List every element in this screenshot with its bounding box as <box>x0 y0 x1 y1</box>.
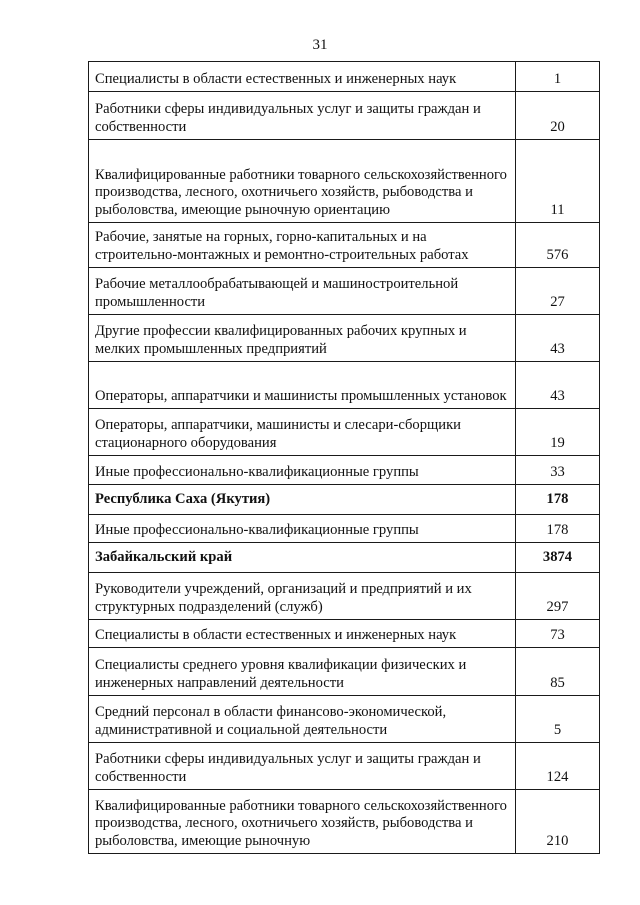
table-row <box>89 92 600 140</box>
occupation-name: Работники сферы индивидуальных услуг и защиты граждан и собственности <box>89 92 516 140</box>
occupation-name: Другие профессии квалифицированных рабочих крупных и мелких промышленных предприятий <box>89 315 516 362</box>
occupation-count: 124 <box>516 743 600 790</box>
occupation-table-body <box>89 62 600 854</box>
occupation-name: Руководители учреждений, организаций и предприятий и их структурных подразделений (служб) <box>89 573 516 620</box>
occupation-count: 43 <box>516 315 600 362</box>
table-row <box>89 62 600 92</box>
table-row <box>89 409 600 456</box>
occupation-name: Иные профессионально-квалификационные группы <box>89 515 516 543</box>
table-row <box>89 573 600 620</box>
occupation-count: 210 <box>516 790 600 854</box>
table-row <box>89 223 600 268</box>
occupation-name: Рабочие, занятые на горных, горно-капитальных и на строительно-монтажных и ремонтно-строительных работах <box>89 223 516 268</box>
occupation-name: Квалифицированные работники товарного сельскохозяйственного производства, лесного, охотничьего хозяйств, рыбоводства и рыболовства, имеющие рыночную ориентацию <box>89 140 516 223</box>
table-row <box>89 696 600 743</box>
region-name: Забайкальский край <box>89 543 516 573</box>
occupation-name: Работники сферы индивидуальных услуг и защиты граждан и собственности <box>89 743 516 790</box>
occupation-name: Квалифицированные работники товарного сельскохозяйственного производства, лесного, охотничьего хозяйств, рыбоводства и рыболовства, имеющие рыночную <box>89 790 516 854</box>
occupation-count: 576 <box>516 223 600 268</box>
occupation-count: 5 <box>516 696 600 743</box>
occupation-name: Специалисты среднего уровня квалификации физических и инженерных направлений деятельности <box>89 648 516 696</box>
occupation-count: 73 <box>516 620 600 648</box>
table-row <box>89 620 600 648</box>
region-total: 3874 <box>516 543 600 573</box>
occupation-count: 1 <box>516 62 600 92</box>
occupation-count: 11 <box>516 140 600 223</box>
region-name: Республика Саха (Якутия) <box>89 485 516 515</box>
occupation-count: 297 <box>516 573 600 620</box>
table-row <box>89 456 600 485</box>
table-row <box>89 140 600 223</box>
occupation-count: 43 <box>516 362 600 409</box>
occupation-name: Средний персонал в области финансово-экономической, административной и социальной деятельности <box>89 696 516 743</box>
region-row <box>89 485 600 515</box>
occupation-count: 20 <box>516 92 600 140</box>
table-row <box>89 362 600 409</box>
table-row <box>89 268 600 315</box>
occupation-name: Специалисты в области естественных и инженерных наук <box>89 62 516 92</box>
region-row <box>89 543 600 573</box>
occupation-name: Рабочие металлообрабатывающей и машиностроительной промышленности <box>89 268 516 315</box>
occupation-count: 85 <box>516 648 600 696</box>
occupation-count: 27 <box>516 268 600 315</box>
occupation-count: 178 <box>516 515 600 543</box>
occupation-name: Операторы, аппаратчики и машинисты промышленных установок <box>89 362 516 409</box>
occupation-count: 33 <box>516 456 600 485</box>
occupation-name: Специалисты в области естественных и инженерных наук <box>89 620 516 648</box>
table-row <box>89 315 600 362</box>
page-number: 31 <box>312 37 328 53</box>
table-row <box>89 790 600 854</box>
occupation-count: 19 <box>516 409 600 456</box>
region-total: 178 <box>516 485 600 515</box>
table-row <box>89 743 600 790</box>
table-row <box>89 648 600 696</box>
occupation-name: Операторы, аппаратчики, машинисты и слесари-сборщики стационарного оборудования <box>89 409 516 456</box>
occupation-table <box>88 61 600 854</box>
table-row <box>89 515 600 543</box>
occupation-name: Иные профессионально-квалификационные группы <box>89 456 516 485</box>
